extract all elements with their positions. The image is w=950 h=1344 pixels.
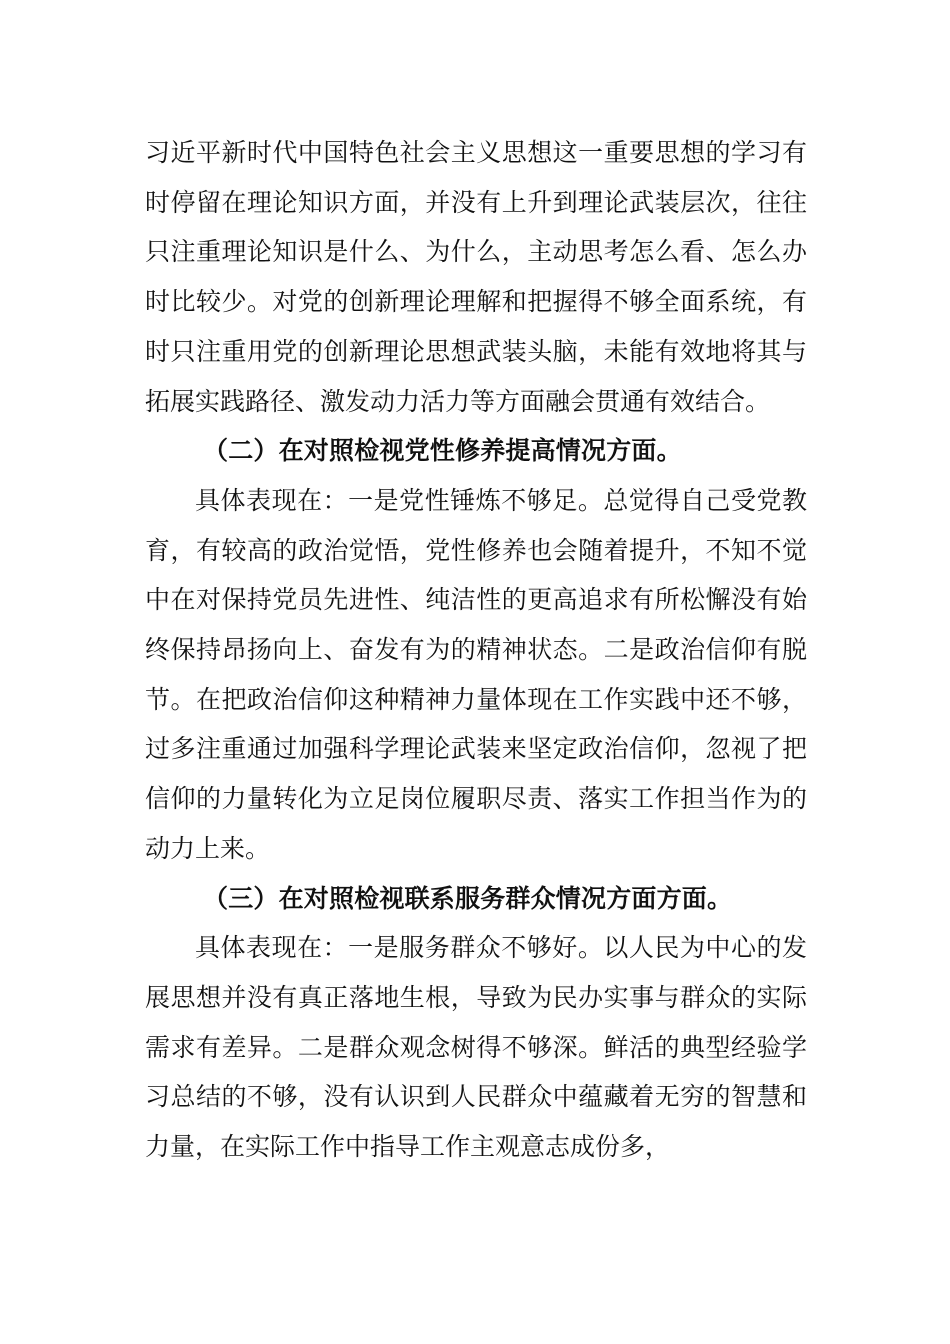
paragraph-section-3: 具体表现在：一是服务群众不够好。以人民为中心的发展思想并没有真正落地生根，导致为民办实事与群众的实际需求有差异。二是群众观念树得不够深。鲜活的典型经验学习总结的不够，没有认识到人民群众中蕴藏着无穷的智慧和力量，在实际工作中指导工作主观意志成份多， <box>145 933 807 1162</box>
document-body <box>145 128 807 1172</box>
paragraph-continuation: 习近平新时代中国特色社会主义思想这一重要思想的学习有时停留在理论知识方面，并没有上升到理论武装层次，往往只注重理论知识是什么、为什么，主动思考怎么看、怎么办时比较少。对党的创新理论理解和把握得不够全面系统，有时只注重用党的创新理论思想武装头脑，未能有效地将其与拓展实践路径、激发动力活力等方面融会贯通有效结合。 <box>145 138 807 416</box>
paragraph-section-2: 具体表现在：一是党性锤炼不够足。总觉得自己受党教育，有较高的政治觉悟，党性修养也会随着提升，不知不觉中在对保持党员先进性、纯洁性的更高追求有所松懈没有始终保持昂扬向上、奋发有为的精神状态。二是政治信仰有脱节。在把政治信仰这种精神力量体现在工作实践中还不够，过多注重通过加强科学理论武装来坚定政治信仰，忽视了把信仰的力量转化为立足岗位履职尽责、落实工作担当作为的动力上来。 <box>145 485 807 863</box>
section-heading-3: （三）在对照检视联系服务群众情况方面方面。 <box>203 883 733 913</box>
section-heading-2: （二）在对照检视党性修养提高情况方面。 <box>203 436 682 466</box>
